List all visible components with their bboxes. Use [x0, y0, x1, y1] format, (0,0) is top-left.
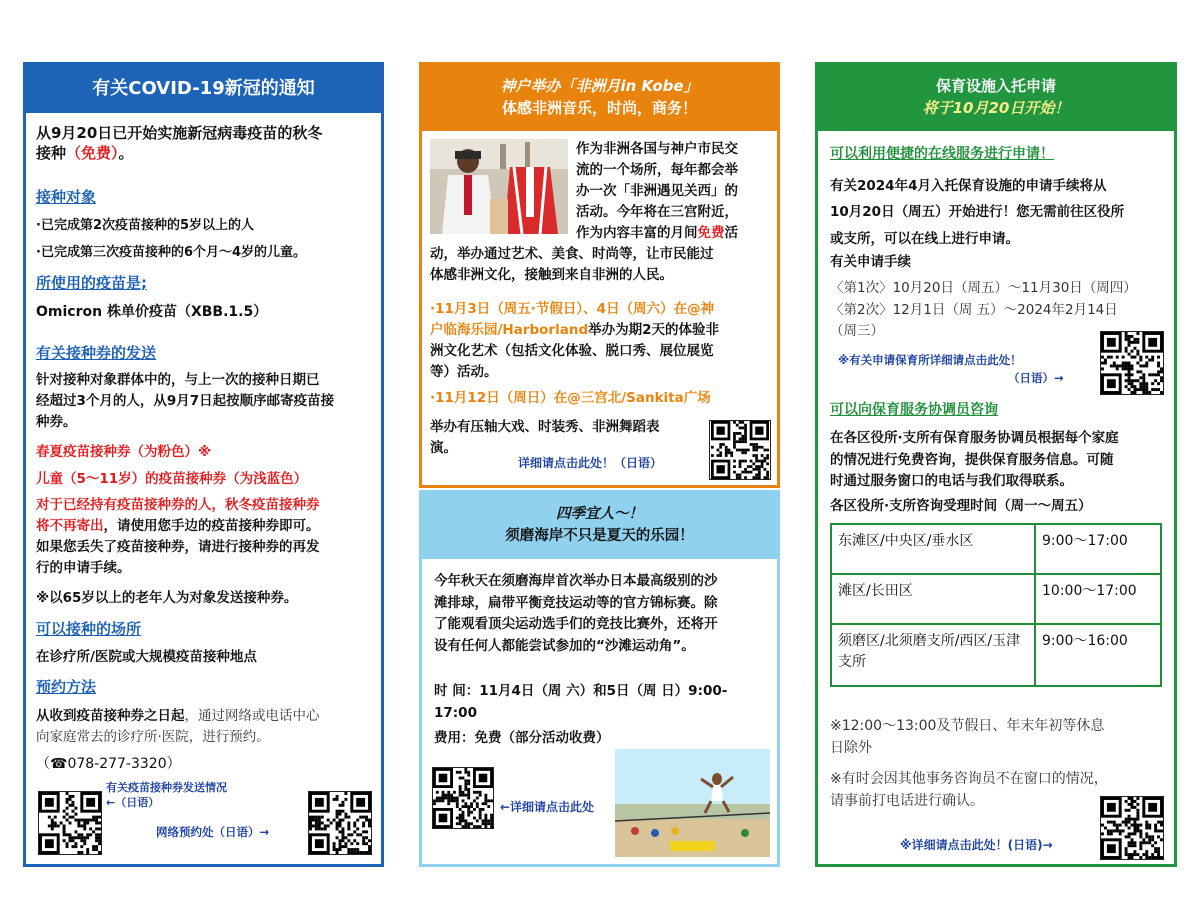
africa-event1-line4: 等）活动。 [430, 363, 498, 380]
qr-code-vaccine-ticket[interactable] [38, 791, 102, 855]
ticket-line-3: 种券。 [36, 413, 77, 430]
qr-code-pattern [39, 792, 101, 854]
qr-left-label-2: ←（日语） [106, 795, 160, 809]
childcare-title-1: 保育设施入托申请 [935, 77, 1056, 95]
suma-title-1: 四季宜人～！ [556, 506, 643, 522]
covid-intro-line2: 接种 [36, 144, 67, 163]
qr-code-pattern [710, 421, 770, 479]
ticket-after-red: ，请使用您手边的疫苗接种券即可。 [103, 517, 320, 534]
covid-title: 有关COVID-19新冠的通知 [92, 78, 315, 99]
africa-panel [419, 62, 780, 488]
africa-intro-cont [430, 244, 714, 286]
qr-code-pattern [309, 792, 371, 854]
africa-event1-line2: 举办为期2天的体验非 [588, 321, 720, 338]
target-item-2: ·已完成第三次疫苗接种的6个月～4岁的儿童。 [36, 245, 307, 260]
procedure-heading: 有关申请手续 [830, 254, 911, 270]
reserve-rest-1: ，通过网络或电话中心 [184, 708, 320, 724]
online-line-1: 有关2024年4月入托保育设施的申请手续将从 [830, 178, 1107, 194]
table-row [831, 574, 1161, 624]
suma-title-2: 须磨海岸不只是夏天的乐园！ [505, 528, 694, 544]
hours-table [830, 523, 1162, 687]
ticket-elder: ※以65岁以上的老年人为对象发送接种券。 [36, 590, 298, 606]
africa-body-2: 流的一个场所，每年都会举 [576, 161, 738, 178]
africa-body-6: 动，举办通过艺术、美食、时尚等，让市民能过 [430, 246, 714, 262]
africa-photo [430, 139, 568, 234]
covid-panel [23, 62, 384, 867]
qr-code-childcare-apply[interactable] [1100, 331, 1164, 395]
target-heading: 接种对象 [36, 188, 97, 206]
africa-body-5a: 作为内容丰富的月间 [576, 224, 698, 241]
covid-intro-line1: 从9月20日已开始实施新冠病毒疫苗的秋冬 [36, 124, 323, 142]
reserve-heading: 预约方法 [36, 678, 97, 696]
hours-time: 9:00～16:00 [1035, 624, 1161, 686]
covid-intro-free: （免费） [66, 144, 119, 163]
procedure-line-1: 〈第1次〉10月20日（周五）～11月30日（周四） [830, 280, 1137, 296]
childcare-bottom-link[interactable]: ※详细请点击此处！(日语)→ [900, 838, 1053, 852]
suma-body-4: 设有任何人都能尝试参加的“沙滩运动角”。 [434, 637, 695, 654]
childcare-body [818, 131, 1174, 864]
suma-detail-link[interactable]: ←详细请点击此处 [500, 800, 595, 814]
suma-body-1: 今年秋天在须磨海岸首次举办日本最高级别的沙 [434, 573, 718, 589]
ticket-lost-line1: 如果您丢失了疫苗接种券，请进行接种券的再发 [36, 538, 320, 555]
reserve-text [36, 706, 320, 748]
hours-area: 滩区/长田区 [831, 574, 1035, 624]
suma-fee: 费用：免费（部分活动收费） [434, 730, 610, 746]
africa-event-1 [430, 299, 719, 383]
childcare-header [818, 65, 1174, 131]
vaccine-name: Omicron 株单价疫苗（XBB.1.5） [36, 304, 268, 320]
africa-body-7: 体感非洲文化，接触到来自非洲的人民。 [430, 266, 673, 283]
suma-time-1: 时 间：11月4日（周 六）和5日（周 日）9:00- [434, 683, 728, 699]
africa-body-3: 办一次「非洲遇见关西」的 [576, 182, 738, 199]
qr-left-label-1: 有关疫苗接种券发送情况 [106, 781, 227, 794]
africa-body [422, 131, 777, 485]
consult-text [830, 428, 1119, 493]
africa-event1-line3: 洲文化艺术（包括文化体验、脱口秀、展位展览 [430, 342, 714, 359]
hours-time: 9:00～17:00 [1035, 524, 1161, 574]
consult-line-2: 的情况进行免费咨询，提供保育服务信息。可随 [830, 451, 1114, 468]
childcare-detail-link[interactable] [838, 351, 1064, 388]
suma-photo-image [615, 749, 770, 857]
suma-body-3: 了能观看顶尖运动选手们的竞技比赛外，还将开 [434, 616, 718, 633]
target-item-1: ·已完成第2次疫苗接种的5岁以上的人 [36, 218, 255, 233]
hours-area: 东滩区/中央区/垂水区 [831, 524, 1035, 574]
africa-event-2-title: ·11月12日（周日）在@三宫北/Sankita广场 [430, 390, 711, 406]
africa-event1-place: 户临海乐园/Harborland [430, 321, 589, 338]
ticket-notice [36, 495, 320, 579]
qr-code-pattern [433, 768, 493, 828]
note-holidays-1: ※12:00～13:00及节假日、年末年初等休息 [830, 718, 1105, 734]
childcare-panel [815, 62, 1177, 867]
hours-heading: 各区役所·支所咨询受理时间（周一～周五） [830, 498, 1092, 514]
table-row [831, 624, 1161, 686]
hours-time: 10:00～17:00 [1035, 574, 1161, 624]
childcare-title-2: 将于10月20日开始！ [922, 99, 1070, 117]
covid-header [26, 65, 381, 113]
africa-event2-line1: 举办有压轴大戏、时装秀、非洲舞蹈表 [430, 419, 660, 435]
consult-heading: 可以向保育服务协调员咨询 [830, 402, 998, 418]
note-absence-2: 请事前打电话进行确认。 [830, 793, 984, 810]
online-text [830, 173, 1124, 252]
qr-right-label[interactable]: 网络预约处（日语）→ [156, 825, 270, 839]
africa-body-4: 活动。今年将在三宫附近， [576, 203, 738, 220]
ticket-text [36, 370, 334, 433]
ticket-line-1: 针对接种对象群体中的，与上一次的接种日期已 [36, 372, 320, 388]
suma-time-2: 17:00 [434, 704, 477, 721]
africa-intro [576, 139, 738, 244]
phone-number: （☎078-277-3320） [36, 756, 181, 772]
qr-code-childcare-consult[interactable] [1100, 796, 1164, 860]
ticket-lost-line2: 行的申请手续。 [36, 559, 131, 576]
childcare-detail-link-2: （日语）→ [1008, 371, 1064, 386]
africa-photo-image [430, 139, 568, 234]
covid-intro [36, 123, 322, 164]
covid-body [26, 113, 381, 864]
suma-panel [419, 490, 780, 867]
consult-line-1: 在各区役所·支所有保育服务协调员根据每个家庭 [830, 430, 1119, 446]
qr-code-suma[interactable] [432, 767, 494, 829]
africa-event-2-text [430, 417, 660, 459]
hours-area: 须磨区/北须磨支所/西区/玉津支所 [831, 624, 1035, 686]
suma-photo [615, 749, 770, 857]
note-holidays [830, 715, 1104, 760]
ticket-red-line2: 将不再寄出 [36, 517, 104, 534]
suma-header [422, 493, 777, 559]
covid-intro-end: 。 [118, 144, 134, 163]
qr-code-online-booking[interactable] [308, 791, 372, 855]
procedure-line-3: （周三） [830, 323, 884, 340]
reserve-bold: 从收到疫苗接种券之日起 [36, 708, 185, 724]
vaccine-heading: 所使用的疫苗是; [36, 274, 147, 292]
place-text: 在诊疗所/医院或大规模疫苗接种地点 [36, 649, 257, 665]
africa-body-5b: 活 [724, 224, 738, 241]
suma-body [422, 559, 777, 864]
qr-left-label[interactable] [106, 781, 227, 811]
note-absence-1: ※有时会因其他事务咨询员不在窗口的情况， [830, 771, 1108, 787]
procedure-line-2: 〈第2次〉12月1日（周 五）～2024年2月14日 [830, 301, 1118, 318]
africa-title-1: 神户举办「非洲月in Kobe」 [500, 77, 699, 95]
note-holidays-2: 日除外 [830, 740, 872, 757]
suma-body-2: 滩排球，扁带平衡竞技运动等的官方锦标赛。除 [434, 594, 718, 611]
online-line-3: 或支所，可以在线上进行申请。 [830, 230, 1019, 247]
reserve-rest-2: 向家庭常去的诊疗所·医院，进行预约。 [36, 728, 270, 745]
place-heading: 可以接种的场所 [36, 620, 142, 638]
childcare-detail-link-1: ※有关申请保育所详细请点击此处！ [838, 353, 1022, 367]
africa-event2-line2: 演。 [430, 439, 457, 456]
qr-code-pattern [1101, 797, 1163, 859]
ticket-child: 儿童（5～11岁）的疫苗接种券（为浅蓝色） [36, 471, 308, 487]
africa-body-free: 免费 [697, 224, 725, 241]
africa-event1-line1: ·11月3日（周五·节假日）、4日（周六）在@神 [430, 301, 715, 317]
ticket-pink: 春夏疫苗接种券（为粉色）※ [36, 444, 212, 460]
ticket-heading: 有关接种券的发送 [36, 344, 157, 362]
consult-line-3: 时通过服务窗口的电话与我们取得联系。 [830, 473, 1073, 490]
qr-code-africa[interactable] [709, 420, 771, 480]
online-line-2: 10月20日（周五）开始进行！您无需前往区役所 [830, 204, 1125, 221]
procedure-text [830, 278, 1137, 343]
ticket-red-line1: 对于已经持有疫苗接种券的人，秋冬疫苗接种券 [36, 497, 320, 513]
suma-time [434, 681, 727, 724]
online-heading: 可以利用便捷的在线服务进行申请！ [830, 146, 1054, 162]
suma-intro [434, 571, 718, 657]
africa-body-1: 作为非洲各国与神户市民交 [576, 141, 738, 157]
table-row [831, 524, 1161, 574]
ticket-line-2: 经超过3个月的人，从9月7日起按顺序邮寄疫苗接 [36, 392, 335, 409]
africa-detail-link[interactable]: 详细请点击此处！（日语） [518, 456, 663, 470]
note-absence [830, 768, 1108, 813]
qr-code-pattern [1101, 332, 1163, 394]
africa-title-2: 体感非洲音乐，时尚，商务！ [501, 99, 697, 117]
africa-header [422, 65, 777, 131]
